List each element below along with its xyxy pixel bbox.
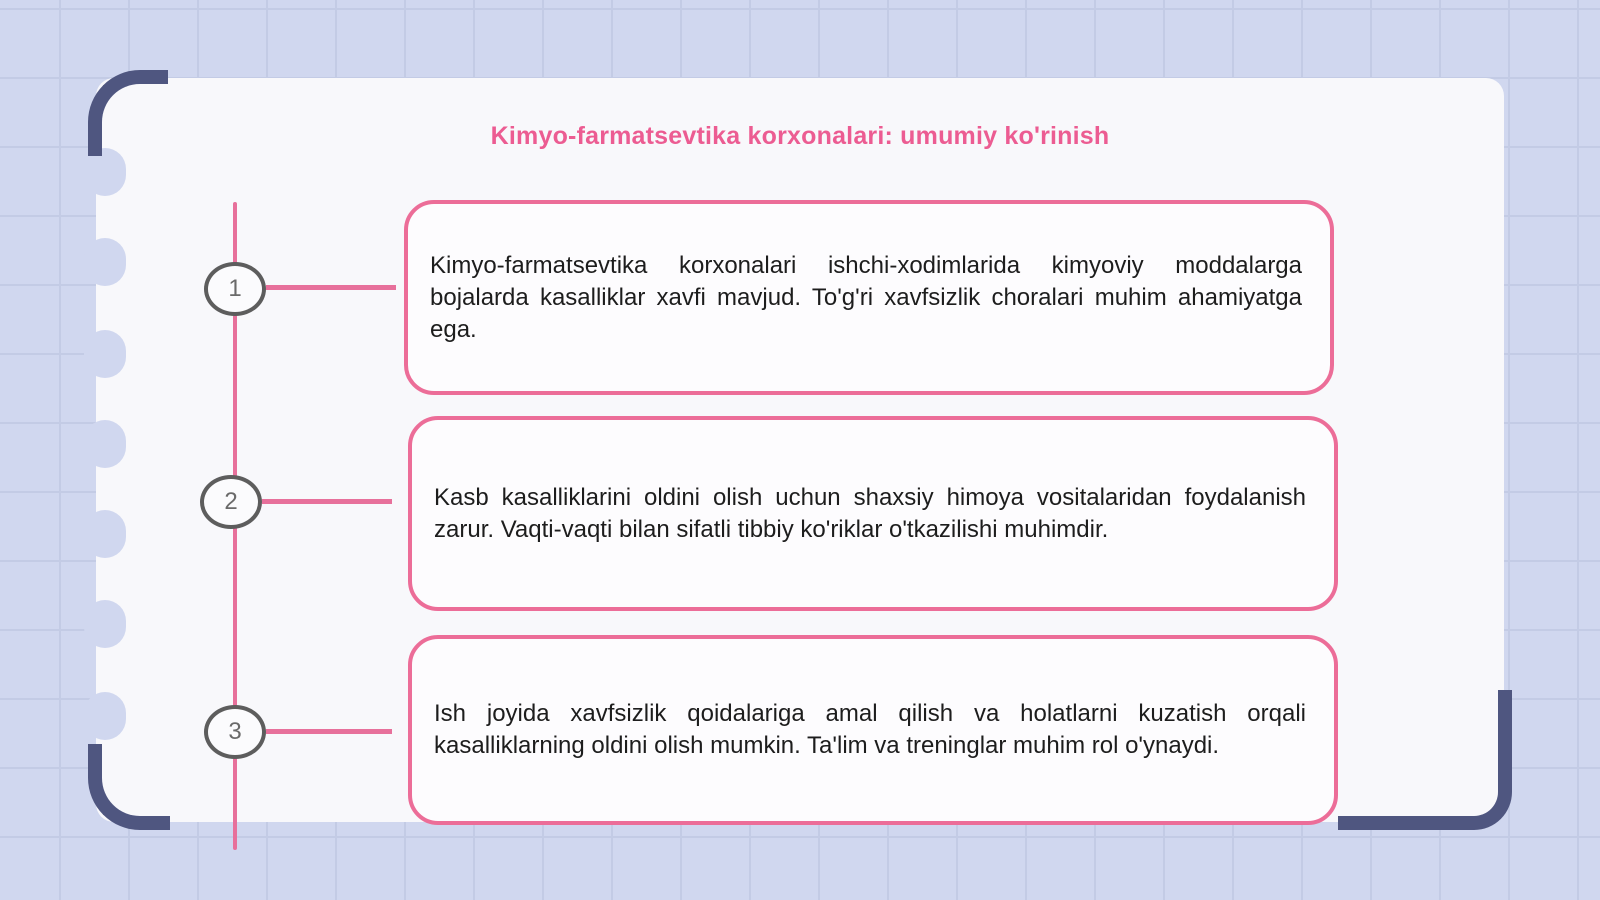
info-box-1 bbox=[404, 200, 1334, 395]
timeline-connector bbox=[266, 729, 392, 734]
info-box-2 bbox=[408, 416, 1338, 611]
timeline-node-2: 2 bbox=[200, 475, 262, 529]
card-edge-notch bbox=[84, 600, 126, 648]
card-edge-notch bbox=[84, 510, 126, 558]
corner-bracket-bottom-left bbox=[88, 744, 170, 830]
timeline-connector bbox=[262, 499, 392, 504]
card-edge-notch bbox=[84, 692, 126, 740]
card-edge-notch bbox=[84, 330, 126, 378]
corner-bracket-bottom-right bbox=[1338, 690, 1512, 830]
info-box-3 bbox=[408, 635, 1338, 825]
timeline-node-1: 1 bbox=[204, 262, 266, 316]
info-box-text: Kasb kasalliklarini oldini olish uchun shaxsiy himoya vositalaridan foydalanish zarur. Vaqti-vaqti bilan sifatli tibbiy ko'riklar o'tkazilishi muhimdir. bbox=[434, 483, 1306, 543]
slide-title: Kimyo-farmatsevtika korxonalari: umumiy ko'rinish bbox=[490, 122, 1110, 150]
info-box-text: Ish joyida xavfsizlik qoidalariga amal qilish va holatlarni kuzatish orqali kasalliklarning oldini olish mumkin. Ta'lim va treninglar muhim rol o'ynaydi. bbox=[434, 700, 1306, 759]
timeline-connector bbox=[266, 285, 396, 290]
card-edge-notch bbox=[84, 420, 126, 468]
card-edge-notch bbox=[84, 238, 126, 286]
timeline-node-3: 3 bbox=[204, 705, 266, 759]
info-box-text: Kimyo-farmatsevtika korxonalari ishchi-xodimlarida kimyoviy moddalarga bojalarda kasalliklar xavfi mavjud. To'g'ri xavfsizlik choralari muhim ahamiyatga ega. bbox=[430, 251, 1302, 343]
